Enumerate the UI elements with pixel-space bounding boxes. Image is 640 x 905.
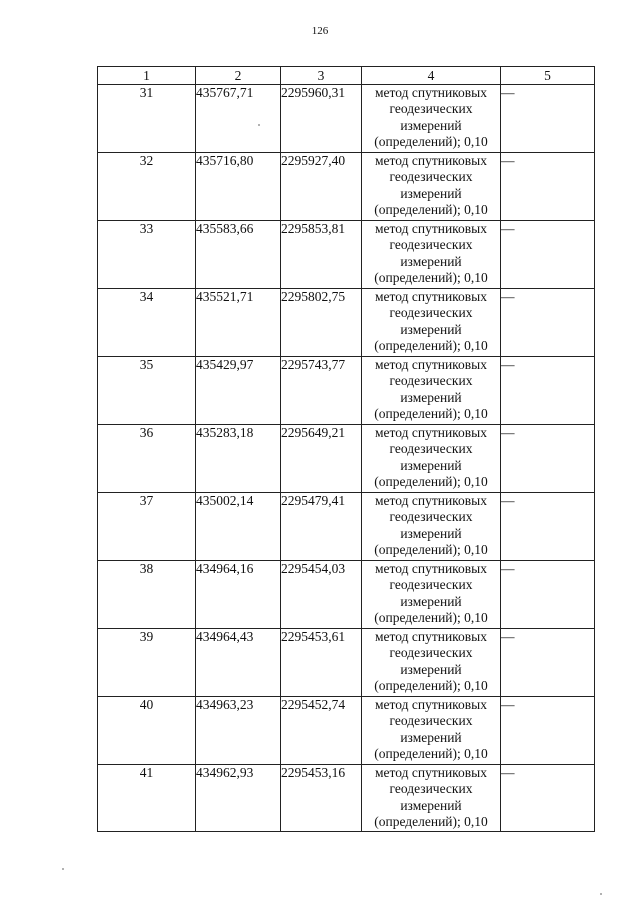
- point-number: 39: [98, 629, 196, 697]
- point-number: 40: [98, 697, 196, 765]
- method-line: (определений); 0,10: [374, 474, 488, 490]
- method-line: (определений); 0,10: [374, 814, 488, 830]
- coordinate-y: 2295853,81: [281, 221, 362, 289]
- header-col-2: 2: [196, 67, 281, 85]
- table-row: [98, 697, 595, 765]
- method-line: геодезических: [389, 781, 473, 797]
- coordinate-x: 435521,71: [196, 289, 281, 357]
- point-number: 38: [98, 561, 196, 629]
- method-line: метод спутниковых: [375, 765, 487, 780]
- method-line: измерений: [400, 253, 462, 269]
- method-cell: [362, 425, 501, 493]
- scan-speck: [600, 893, 602, 895]
- table-row: [98, 493, 595, 561]
- method-line: геодезических: [389, 509, 473, 525]
- method-line: геодезических: [389, 373, 473, 389]
- coordinate-x: 434964,16: [196, 561, 281, 629]
- method-line: (определений); 0,10: [374, 678, 488, 694]
- point-number: 32: [98, 153, 196, 221]
- method-line: метод спутниковых: [375, 357, 487, 372]
- method-line: (определений); 0,10: [374, 202, 488, 218]
- note-cell: —: [501, 697, 595, 765]
- method-line: метод спутниковых: [375, 561, 487, 576]
- coordinate-x: 434963,23: [196, 697, 281, 765]
- method-cell: [362, 357, 501, 425]
- scan-speck: [62, 868, 64, 870]
- method-line: метод спутниковых: [375, 85, 487, 100]
- note-cell: —: [501, 425, 595, 493]
- note-cell: —: [501, 629, 595, 697]
- point-number: 31: [98, 85, 196, 153]
- note-cell: —: [501, 561, 595, 629]
- method-line: (определений); 0,10: [374, 338, 488, 354]
- coordinate-y: 2295649,21: [281, 425, 362, 493]
- point-number: 36: [98, 425, 196, 493]
- coordinate-y: 2295452,74: [281, 697, 362, 765]
- method-line: (определений); 0,10: [374, 542, 488, 558]
- point-number: 33: [98, 221, 196, 289]
- header-col-5: 5: [501, 67, 595, 85]
- coordinate-y: 2295802,75: [281, 289, 362, 357]
- note-cell: —: [501, 493, 595, 561]
- coordinate-y: 2295960,31: [281, 85, 362, 153]
- method-line: метод спутниковых: [375, 221, 487, 236]
- method-cell: [362, 153, 501, 221]
- header-col-1: 1: [98, 67, 196, 85]
- note-cell: —: [501, 85, 595, 153]
- note-cell: —: [501, 221, 595, 289]
- coordinate-y: 2295454,03: [281, 561, 362, 629]
- method-line: (определений); 0,10: [374, 610, 488, 626]
- method-line: (определений); 0,10: [374, 270, 488, 286]
- method-line: геодезических: [389, 713, 473, 729]
- method-cell: [362, 289, 501, 357]
- method-cell: [362, 629, 501, 697]
- method-cell: [362, 85, 501, 153]
- coordinate-x: 434964,43: [196, 629, 281, 697]
- coordinate-x: 435283,18: [196, 425, 281, 493]
- method-line: измерений: [400, 797, 462, 813]
- header-col-4: 4: [362, 67, 501, 85]
- coordinate-x: 435429,97: [196, 357, 281, 425]
- method-line: геодезических: [389, 305, 473, 321]
- method-line: метод спутниковых: [375, 493, 487, 508]
- note-cell: —: [501, 765, 595, 832]
- method-line: метод спутниковых: [375, 629, 487, 644]
- scan-speck: [258, 124, 260, 126]
- point-number: 37: [98, 493, 196, 561]
- method-line: (определений); 0,10: [374, 746, 488, 762]
- note-cell: —: [501, 357, 595, 425]
- method-line: геодезических: [389, 237, 473, 253]
- table-row: [98, 357, 595, 425]
- table-body: [98, 85, 595, 832]
- coordinate-y: 2295453,16: [281, 765, 362, 832]
- method-line: геодезических: [389, 101, 473, 117]
- method-line: метод спутниковых: [375, 425, 487, 440]
- method-line: метод спутниковых: [375, 153, 487, 168]
- method-line: (определений); 0,10: [374, 406, 488, 422]
- method-line: измерений: [400, 525, 462, 541]
- page-number: 126: [311, 25, 329, 37]
- point-number: 34: [98, 289, 196, 357]
- method-line: геодезических: [389, 577, 473, 593]
- table-row: [98, 561, 595, 629]
- coordinate-y: 2295453,61: [281, 629, 362, 697]
- coordinate-x: 435583,66: [196, 221, 281, 289]
- table-row: [98, 153, 595, 221]
- coordinate-y: 2295479,41: [281, 493, 362, 561]
- method-line: измерений: [400, 117, 462, 133]
- header-col-3: 3: [281, 67, 362, 85]
- method-cell: [362, 221, 501, 289]
- point-number: 41: [98, 765, 196, 832]
- note-cell: —: [501, 289, 595, 357]
- method-line: измерений: [400, 321, 462, 337]
- method-line: измерений: [400, 457, 462, 473]
- table-row: [98, 629, 595, 697]
- coordinate-x: 435002,14: [196, 493, 281, 561]
- method-line: геодезических: [389, 169, 473, 185]
- coordinate-y: 2295927,40: [281, 153, 362, 221]
- table-row: [98, 765, 595, 832]
- table-row: [98, 289, 595, 357]
- method-line: метод спутниковых: [375, 289, 487, 304]
- method-line: геодезических: [389, 645, 473, 661]
- coordinates-table: [97, 66, 595, 832]
- table-row: [98, 425, 595, 493]
- method-line: геодезических: [389, 441, 473, 457]
- coordinate-x: 434962,93: [196, 765, 281, 832]
- coordinate-y: 2295743,77: [281, 357, 362, 425]
- table-row: [98, 85, 595, 153]
- coordinate-x: 435716,80: [196, 153, 281, 221]
- method-line: измерений: [400, 593, 462, 609]
- coordinate-x: 435767,71: [196, 85, 281, 153]
- method-line: метод спутниковых: [375, 697, 487, 712]
- method-line: измерений: [400, 729, 462, 745]
- method-cell: [362, 765, 501, 832]
- point-number: 35: [98, 357, 196, 425]
- method-line: измерений: [400, 661, 462, 677]
- note-cell: —: [501, 153, 595, 221]
- table-row: [98, 221, 595, 289]
- method-cell: [362, 561, 501, 629]
- method-line: измерений: [400, 389, 462, 405]
- method-line: (определений); 0,10: [374, 134, 488, 150]
- method-cell: [362, 697, 501, 765]
- header-row: [98, 67, 595, 85]
- method-cell: [362, 493, 501, 561]
- method-line: измерений: [400, 185, 462, 201]
